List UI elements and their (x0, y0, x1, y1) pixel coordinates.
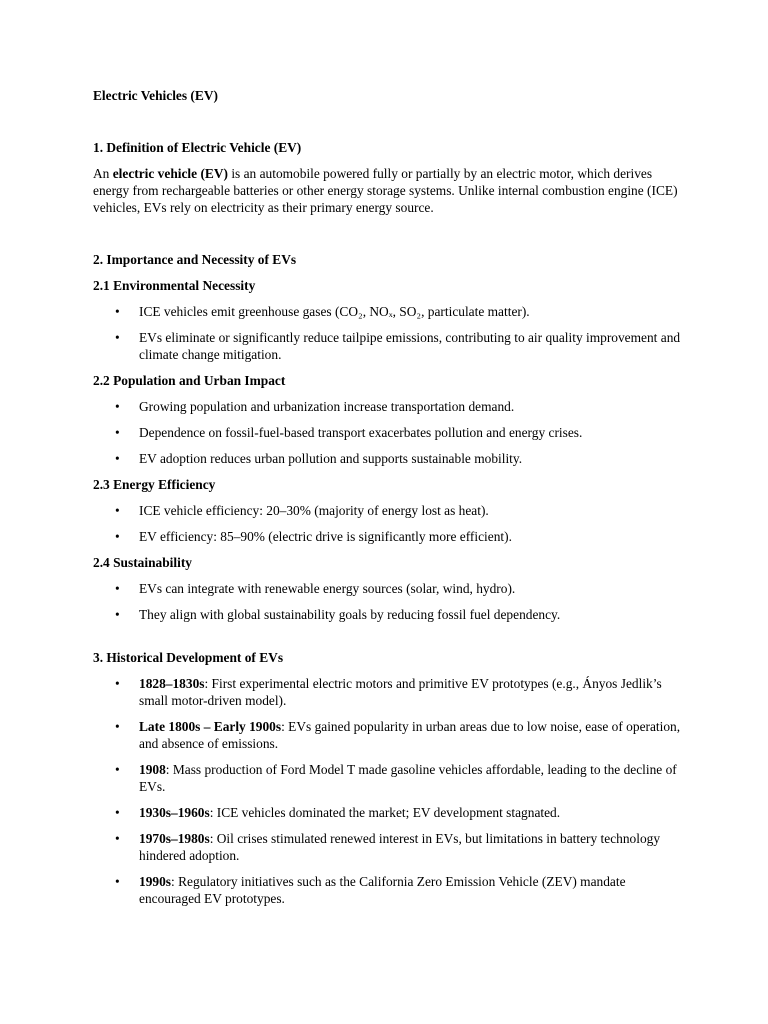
list-item (93, 303, 683, 320)
subsection-2-3-list (93, 502, 683, 545)
history-text: : Oil crises stimulated renewed interest in EVs, but limitations in battery technology hindered adoption. (139, 831, 661, 863)
bullet-icon: • (115, 425, 120, 440)
subsection-2-3-heading: 2.3 Energy Efficiency (93, 477, 216, 492)
list-item (93, 580, 683, 597)
subsection-2-2-heading: 2.2 Population and Urban Impact (93, 373, 286, 388)
subsection-2-4-heading: 2.4 Sustainability (93, 555, 192, 570)
list-item-text: They align with global sustainability goals by reducing fossil fuel dependency. (139, 607, 561, 622)
list-item (93, 424, 683, 441)
list-item-text: EV efficiency: 85–90% (electric drive is significantly more efficient). (139, 529, 512, 544)
bullet-icon: • (115, 581, 120, 596)
definition-intro: An (93, 166, 113, 181)
section-2-heading: 2. Importance and Necessity of EVs (93, 252, 297, 267)
bullet-icon: • (115, 529, 120, 544)
bullet-icon: • (115, 719, 120, 734)
list-item (93, 606, 683, 623)
list-item (93, 450, 683, 467)
list-item (93, 329, 683, 363)
history-period: 1930s–1960s (139, 805, 210, 820)
list-item (93, 502, 683, 519)
list-item (93, 718, 683, 752)
history-text: : EVs gained popularity in urban areas due to low noise, ease of operation, and absence of emissions. (139, 719, 681, 751)
bullet-icon: • (115, 607, 120, 622)
list-item (93, 830, 683, 864)
bullet-icon: • (115, 874, 120, 889)
list-item (93, 873, 683, 907)
bullet-icon: • (115, 676, 120, 691)
section-1-heading: 1. Definition of Electric Vehicle (EV) (93, 140, 302, 155)
list-item-text: Growing population and urbanization increase transportation demand. (139, 399, 515, 414)
history-text: : Mass production of Ford Model T made gasoline vehicles affordable, leading to the decline of EVs. (139, 762, 677, 794)
definition-term: electric vehicle (EV) (112, 166, 228, 181)
list-item-text: ICE vehicle efficiency: 20–30% (majority of energy lost as heat). (139, 503, 489, 518)
list-item (93, 398, 683, 415)
bullet-icon: • (115, 304, 120, 319)
section-3-heading: 3. Historical Development of EVs (93, 650, 284, 665)
bullet-icon: • (115, 399, 120, 414)
history-list (93, 675, 683, 907)
list-item-text: EVs eliminate or significantly reduce tailpipe emissions, contributing to air quality improvement and climate change mitigation. (139, 330, 681, 362)
history-period: 1908 (139, 762, 166, 777)
subsection-2-1-heading: 2.1 Environmental Necessity (93, 278, 256, 293)
list-item (93, 761, 683, 795)
subsection-2-2-list (93, 398, 683, 467)
document-page (93, 87, 683, 916)
document-title: Electric Vehicles (EV) (93, 88, 218, 103)
bullet-icon: • (115, 451, 120, 466)
list-item (93, 675, 683, 709)
bullet-icon: • (115, 762, 120, 777)
history-period: 1828–1830s (139, 676, 205, 691)
bullet-icon: • (115, 831, 120, 846)
list-item (93, 804, 683, 821)
definition-text: is an automobile powered fully or partially by an electric motor, which derives energy from rechargeable batteries or other energy storage systems. Unlike internal combustion engine (ICE) vehicles, EVs rely on electricity as their primary energy source. (93, 166, 678, 215)
bullet-icon: • (115, 805, 120, 820)
list-item-text: Dependence on fossil-fuel-based transport exacerbates pollution and energy crises. (139, 425, 583, 440)
list-item-text: ICE vehicles emit greenhouse gases (CO₂, NOₓ, SO₂, particulate matter). (139, 304, 530, 319)
bullet-icon: • (115, 503, 120, 518)
history-period: 1970s–1980s (139, 831, 210, 846)
history-text: : First experimental electric motors and primitive EV prototypes (e.g., Ányos Jedlik’s small motor-driven model). (139, 676, 662, 708)
definition-paragraph (93, 165, 683, 216)
subsection-2-1-list (93, 303, 683, 363)
list-item-text: EVs can integrate with renewable energy sources (solar, wind, hydro). (139, 581, 516, 596)
subsection-2-4-list (93, 580, 683, 623)
history-period: Late 1800s – Early 1900s (139, 719, 282, 734)
list-item-text: EV adoption reduces urban pollution and supports sustainable mobility. (139, 451, 523, 466)
history-text: : ICE vehicles dominated the market; EV development stagnated. (209, 805, 561, 820)
bullet-icon: • (115, 330, 120, 345)
history-text: : Regulatory initiatives such as the California Zero Emission Vehicle (ZEV) mandate encouraged EV prototypes. (139, 874, 626, 906)
list-item (93, 528, 683, 545)
history-period: 1990s (139, 874, 171, 889)
